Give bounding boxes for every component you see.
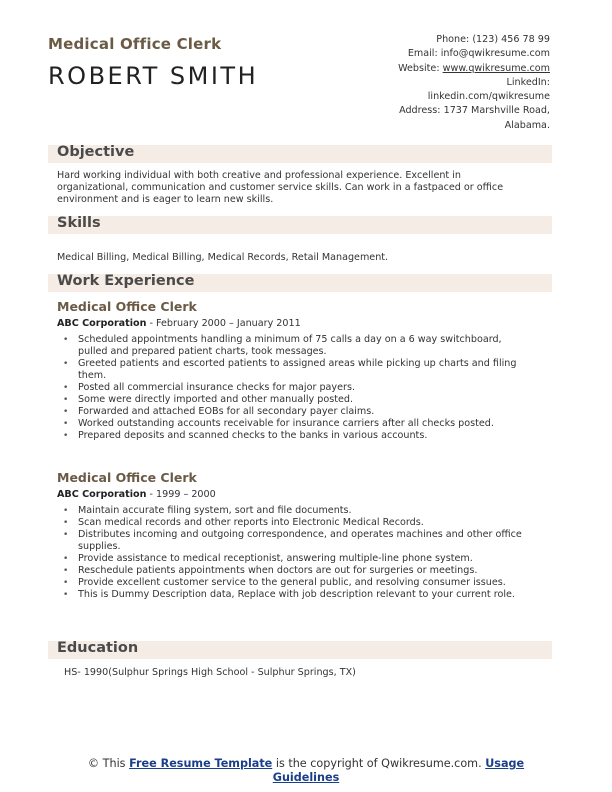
- job-2-bullets: [57, 505, 547, 601]
- phone-value: (123) 456 78 99: [472, 34, 550, 45]
- list-item: • Maintain accurate filing system, sort and file documents.: [57, 505, 547, 517]
- contact-address: [398, 104, 550, 118]
- address-label: Address:: [399, 105, 441, 117]
- list-item: • Provide excellent customer service to the general public, and resolving consumer issues.: [57, 577, 547, 589]
- footer-line-1: [0, 757, 612, 771]
- list-item-continued: supplies.: [78, 541, 121, 552]
- list-item-continued: them.: [78, 370, 107, 381]
- list-item: • Reschedule patients appointments when doctors are out for surgeries or meetings.: [57, 565, 547, 577]
- linkedin-label: LinkedIn:: [506, 76, 550, 88]
- phone-label: Phone:: [436, 34, 470, 45]
- work-heading: Work Experience: [57, 273, 195, 289]
- list-item: • Scheduled appointments handling a minimum of 75 calls a day on a 6 way switchboard,: [57, 334, 547, 346]
- linkedin-value: linkedin.com/qwikresume: [427, 91, 550, 103]
- contact-email: [398, 47, 550, 61]
- job-1-company-line: [57, 318, 301, 329]
- list-item: [57, 541, 547, 553]
- website-link[interactable]: www.qwikresume.com: [442, 62, 550, 74]
- footer-line-2: [0, 771, 612, 785]
- skills-text: Medical Billing, Medical Billing, Medical Records, Retail Management.: [57, 252, 389, 263]
- list-item: • Worked outstanding accounts receivable for insurance carriers after all checks posted.: [57, 418, 547, 430]
- contact-block: [398, 33, 550, 133]
- list-item: [57, 370, 547, 382]
- list-item: • Some were directly imported and other manually posted.: [57, 394, 547, 406]
- skills-section-bar: [48, 216, 552, 234]
- list-item-continued: pulled and prepared patient charts, took messages.: [78, 346, 327, 357]
- job-2-company-line: [57, 489, 216, 500]
- objective-heading: Objective: [57, 144, 135, 160]
- list-item: • Greeted patients and escorted patients to assigned areas while picking up charts and filing: [57, 358, 547, 370]
- job-1-bullets: [57, 334, 547, 442]
- address-line-2: Alabama.: [504, 119, 550, 131]
- list-item: • Provide assistance to medical receptionist, answering multiple-line phone system.: [57, 553, 547, 565]
- list-item: • Scan medical records and other reports into Electronic Medical Records.: [57, 517, 547, 529]
- contact-phone: [398, 33, 550, 47]
- job-1-dates: - February 2000 – January 2011: [146, 318, 301, 329]
- free-resume-template-link[interactable]: Free Resume Template: [129, 757, 273, 770]
- list-item: • Distributes incoming and outgoing correspondence, and operates machines and other office: [57, 529, 547, 541]
- education-heading: Education: [57, 640, 139, 656]
- list-item: • Prepared deposits and scanned checks to the banks in various accounts.: [57, 430, 547, 442]
- job-2-role: Medical Office Clerk: [57, 470, 197, 485]
- job-1-role: Medical Office Clerk: [57, 299, 197, 314]
- usage-guidelines-link[interactable]: Usage: [485, 757, 525, 770]
- list-item: • Forwarded and attached EOBs for all secondary payer claims.: [57, 406, 547, 418]
- website-label: Website:: [398, 62, 440, 74]
- job-2-company: ABC Corporation: [57, 489, 147, 500]
- address-line-1: 1737 Marshville Road,: [443, 105, 550, 117]
- objective-line: organizational, communication and customer service skills. Can work in a fastpaced or office: [57, 182, 504, 193]
- email-label: Email:: [407, 48, 438, 60]
- job-2-dates: - 1999 – 2000: [146, 489, 216, 500]
- objective-line: environment and is eager to learn new skills.: [57, 194, 274, 205]
- copyright-footer: [0, 757, 612, 785]
- skills-heading: Skills: [57, 215, 101, 231]
- footer-middle: is the copyright of Qwikresume.com.: [272, 757, 486, 770]
- contact-website: [398, 62, 550, 76]
- footer-prefix: © This: [87, 757, 130, 770]
- objective-text: [57, 170, 547, 206]
- education-text: HS- 1990(Sulphur Springs High School - Sulphur Springs, TX): [64, 667, 356, 678]
- candidate-name: ROBERT SMITH: [48, 62, 259, 90]
- usage-guidelines-link-continued[interactable]: Guidelines: [272, 771, 340, 784]
- list-item: • This is Dummy Description data, Replace with job description relevant to your current role.: [57, 589, 547, 601]
- list-item: [57, 346, 547, 358]
- email-value: info@qwikresume.com: [440, 48, 550, 60]
- list-item: • Posted all commercial insurance checks for major payers.: [57, 382, 547, 394]
- resume-job-title: Medical Office Clerk: [48, 35, 222, 53]
- job-1-company: ABC Corporation: [57, 318, 147, 329]
- objective-line: Hard working individual with both creative and professional experience. Excellent in: [57, 170, 461, 181]
